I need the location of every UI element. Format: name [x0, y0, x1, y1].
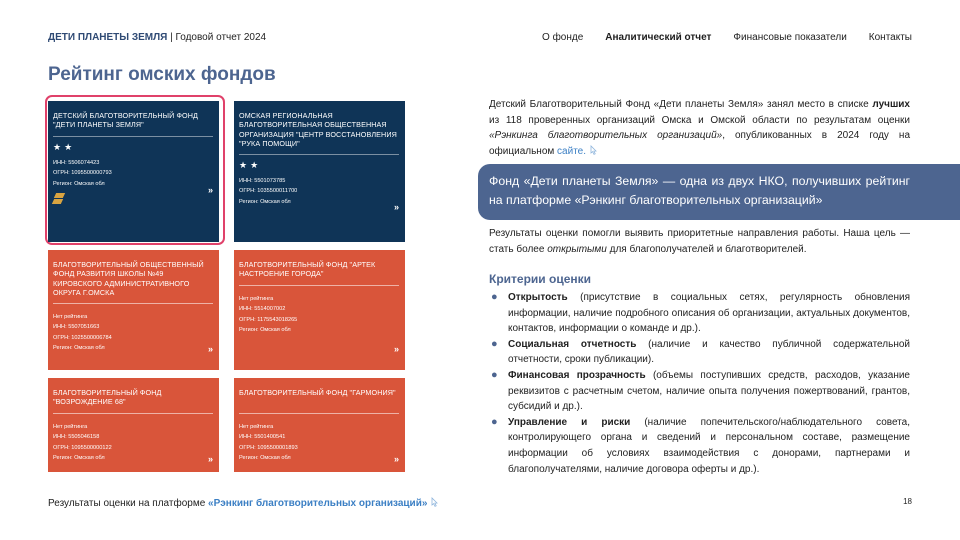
- results-paragraph: [489, 226, 910, 257]
- divider: [53, 303, 213, 304]
- org-ogrn: ОГРН: 1175543018265: [239, 316, 298, 323]
- rating-stars-icon: ★★: [239, 160, 262, 170]
- intro-bold: лучших: [872, 99, 910, 110]
- criteria-name: Управление и риски: [508, 416, 631, 428]
- criteria-name: Социальная отчетность: [508, 338, 637, 350]
- intro-italic: «Рэнкинга благотворительных организаций»: [489, 130, 723, 142]
- org-region: Регион: Омская обл: [239, 326, 291, 333]
- org-inn: ИНН: 5501073785: [239, 178, 286, 184]
- open-arrow-icon[interactable]: »: [207, 185, 213, 195]
- ranking-emblem-icon: [53, 193, 65, 205]
- org-name: ДЕТСКИЙ БЛАГОТВОРИТЕЛЬНЫЙ ФОНД "ДЕТИ ПЛАНЕТЫ ЗЕМЛЯ": [53, 111, 199, 130]
- org-card-artek[interactable]: [234, 250, 405, 370]
- click-cursor-icon: [588, 145, 598, 155]
- org-inn: ИНН: 5507051663: [53, 324, 100, 331]
- open-arrow-icon[interactable]: »: [393, 454, 399, 464]
- org-region: Регион: Омская обл: [53, 344, 105, 351]
- results-italic: открытыми: [547, 243, 607, 255]
- rating-status: Нет рейтинга: [53, 314, 88, 320]
- org-card-vozrozhdenie-68[interactable]: [48, 378, 219, 472]
- click-cursor-icon: [429, 497, 439, 507]
- org-ogrn: ОГРН: 1035500011700: [239, 188, 298, 195]
- criteria-name: Финансовая прозрачность: [508, 369, 646, 381]
- site-link[interactable]: [557, 146, 598, 157]
- highlight-banner: Фонд «Дети планеты Земля» — одна из двух НКО, получивших рейтинг на платформе «Рэнкинг благотворительных организаций»: [478, 164, 960, 220]
- org-region: Регион: Омская обл: [239, 454, 291, 461]
- org-name: БЛАГОТВОРИТЕЛЬНЫЙ ОБЩЕСТВЕННЫЙ ФОНД РАЗВИТИЯ ШКОЛЫ №49 КИРОВСКОГО АДМИНИСТРАТИВНОГО ОКРУГА Г.ОМСКА: [53, 260, 204, 297]
- brand-name: ДЕТИ ПЛАНЕТЫ ЗЕМЛЯ: [48, 32, 168, 43]
- divider: [53, 413, 213, 414]
- criteria-item: [489, 415, 910, 477]
- criteria-item: [489, 368, 910, 415]
- org-ogrn: ОГРН: 1095500001893: [239, 444, 298, 451]
- criteria-desc: (наличие попечительского/наблюдательного совета, контролирующего органа и сведений и персональном составе, размещение информации об условиях взаимодействия с донорами, партнерами и благополучателями, наличие договора оферты и др.).: [508, 416, 910, 475]
- criteria-title: Критерии оценки: [489, 272, 592, 286]
- org-card-deti-planety-zemlya[interactable]: [48, 101, 219, 242]
- org-inn: ИНН: 5505046158: [53, 434, 100, 441]
- page-title: Рейтинг омских фондов: [48, 64, 276, 85]
- criteria-desc: (присутствие в социальных сетях, регулярность обновления информации, наличие подробного описания об организации, актуальных документов, контактов, информации о команде и др.).: [508, 292, 910, 335]
- org-ogrn: ОГРН: 1095500000793: [53, 170, 112, 177]
- rating-status: Нет рейтинга: [53, 424, 88, 430]
- org-region: Регион: Омская обл: [53, 454, 105, 461]
- page-number: 18: [903, 497, 912, 506]
- org-name: БЛАГОТВОРИТЕЛЬНЫЙ ФОНД "ГАРМОНИЯ": [239, 388, 396, 397]
- top-nav: [520, 32, 912, 43]
- nav-item-finance[interactable]: Финансовые показатели: [733, 32, 847, 43]
- org-name: ОМСКАЯ РЕГИОНАЛЬНАЯ БЛАГОТВОРИТЕЛЬНАЯ ОБЩЕСТВЕННАЯ ОРГАНИЗАЦИЯ "ЦЕНТР ВОССТАНОВЛЕНИЯ "РУКА ПОМОЩИ": [239, 111, 397, 148]
- open-arrow-icon[interactable]: »: [393, 202, 399, 212]
- bullet-icon: ●: [491, 368, 498, 381]
- brand: [48, 32, 266, 43]
- intro-text: из 118 проверенных организаций Омска и Омской области по результатам оценки: [489, 114, 910, 126]
- rating-stars-icon: ★★: [53, 142, 76, 152]
- org-ogrn: ОГРН: 1095500000122: [53, 444, 112, 451]
- intro-text: , опубликованных в 2024 году на официальном: [489, 130, 911, 157]
- criteria-desc: (объемы поступивших средств, расходов, указание реквизитов с расчетным счетом, наличие опыта получения пожертвований, грантов, субсидий и др.).: [508, 369, 910, 413]
- open-arrow-icon[interactable]: »: [207, 454, 213, 464]
- org-inn: ИНН: 5501400541: [239, 434, 286, 441]
- criteria-item: [489, 337, 910, 368]
- bullet-icon: ●: [491, 291, 498, 303]
- open-arrow-icon[interactable]: »: [393, 344, 399, 354]
- footer-link-label: «Рэнкинг благотворительных организаций»: [208, 498, 428, 509]
- bullet-icon: ●: [491, 337, 498, 350]
- criteria-item: [489, 290, 910, 337]
- bullet-icon: ●: [491, 415, 498, 428]
- divider: [239, 413, 399, 414]
- footer-note: [48, 497, 439, 509]
- org-inn: ИНН: 5514007002: [239, 306, 286, 313]
- open-arrow-icon[interactable]: »: [207, 344, 213, 354]
- rating-status: Нет рейтинга: [239, 424, 274, 430]
- org-inn: ИНН: 5506074423: [53, 160, 100, 166]
- rating-status: Нет рейтинга: [239, 296, 274, 302]
- criteria-desc: (наличие и качество публичной содержательной отчетности, сроки публикации).: [508, 338, 910, 366]
- org-card-shkola-49[interactable]: [48, 250, 219, 370]
- org-card-ruka-pomoshchi[interactable]: [234, 101, 405, 242]
- divider: [239, 285, 399, 286]
- results-text: для благополучателей и благотворителей.: [606, 243, 807, 255]
- divider: [53, 136, 213, 137]
- footer-text: Результаты оценки на платформе: [48, 498, 209, 509]
- org-region: Регион: Омская обл: [53, 180, 105, 187]
- divider: [239, 154, 399, 155]
- criteria-name: Открытость: [508, 292, 568, 303]
- footer-ranking-link[interactable]: [208, 498, 439, 509]
- site-link-label: сайте.: [557, 145, 587, 157]
- intro-text: Детский Благотворительный Фонд «Дети планеты Земля» занял место в списке: [489, 99, 873, 110]
- org-name: БЛАГОТВОРИТЕЛЬНЫЙ ФОНД "АРТЕК НАСТРОЕНИЕ ГОРОДА": [239, 260, 376, 279]
- criteria-list: [489, 290, 910, 477]
- nav-item-contacts[interactable]: Контакты: [868, 32, 912, 43]
- org-ogrn: ОГРН: 1025500006784: [53, 334, 112, 341]
- rating-cards-grid: [48, 97, 410, 472]
- intro-paragraph: [489, 97, 910, 159]
- org-region: Регион: Омская обл: [239, 198, 291, 205]
- nav-item-about[interactable]: О фонде: [542, 32, 584, 43]
- org-name: БЛАГОТВОРИТЕЛЬНЫЙ ФОНД "ВОЗРОЖДЕНИЕ 68": [53, 388, 162, 407]
- nav-item-analytics[interactable]: Аналитический отчет: [605, 32, 712, 43]
- brand-suffix: | Годовой отчет 2024: [167, 32, 267, 43]
- top-bar: [48, 32, 912, 46]
- org-card-garmoniya[interactable]: [234, 378, 405, 472]
- results-text: Результаты оценки помогли выявить приоритетные направления работы. Наша цель — стать более: [489, 228, 910, 255]
